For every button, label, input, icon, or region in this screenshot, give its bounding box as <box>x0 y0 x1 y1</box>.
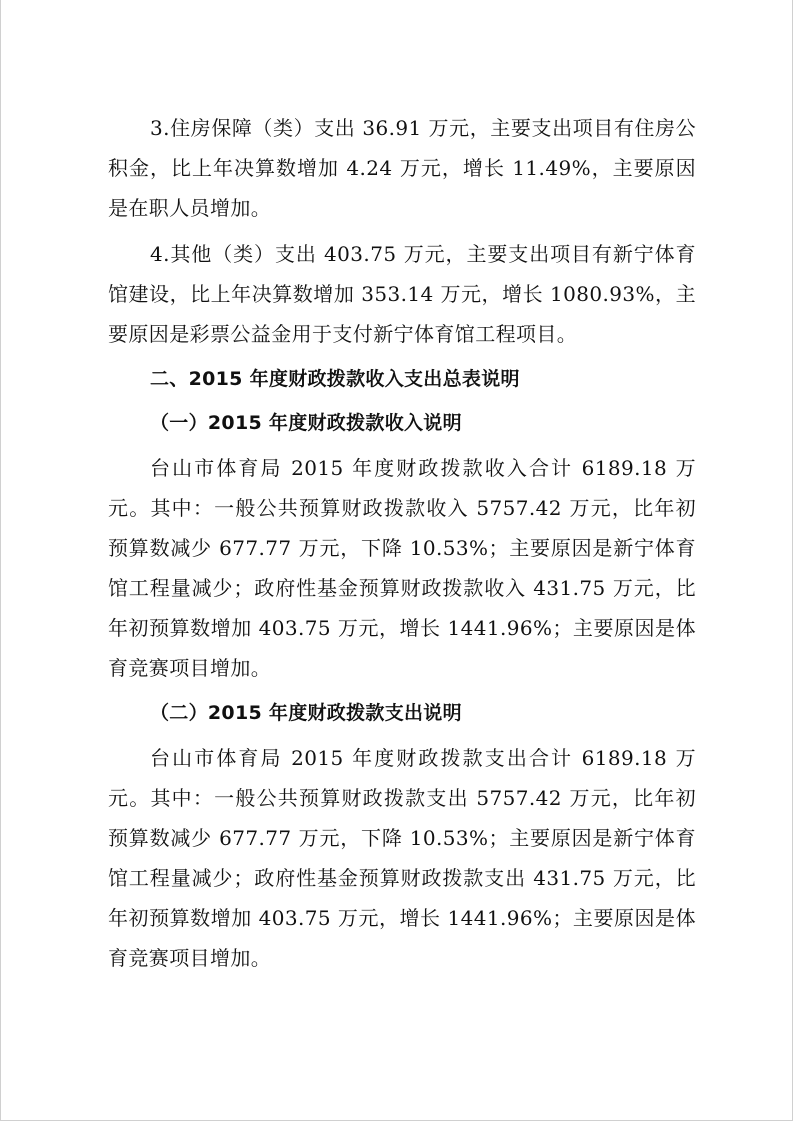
document-body <box>108 108 696 984</box>
paragraph-income-description: 台山市体育局 2015 年度财政拨款收入合计 6189.18 万元。其中：一般公共预算财政拨款收入 5757.42 万元，比年初预算数减少 677.77 万元，下降 10.53%；主要原因是新宁体育馆工程量减少；政府性基金预算财政拨款收入 431.75 万元，比年初预算数增加 403.75 万元，增长 1441.96%；主要原因是体育竞赛项目增加。 <box>108 456 696 680</box>
subsection-heading-income: （一）2015 年度财政拨款收入说明 <box>150 412 462 434</box>
paragraph-housing-expenditure: 3.住房保障（类）支出 36.91 万元，主要支出项目有住房公积金，比上年决算数增加 4.24 万元，增长 11.49%，主要原因是在职人员增加。 <box>108 116 696 220</box>
subsection-heading-expenditure: （二）2015 年度财政拨款支出说明 <box>150 702 462 724</box>
section-heading-2: 二、2015 年度财政拨款收入支出总表说明 <box>150 368 520 390</box>
paragraph-expenditure-description: 台山市体育局 2015 年度财政拨款支出合计 6189.18 万元。其中：一般公共预算财政拨款支出 5757.42 万元，比年初预算数减少 677.77 万元，下降 10.53%；主要原因是新宁体育馆工程量减少；政府性基金预算财政拨款支出 431.75 万元，比年初预算数增加 403.75 万元，增长 1441.96%；主要原因是体育竞赛项目增加。 <box>108 746 696 970</box>
paragraph-other-expenditure: 4.其他（类）支出 403.75 万元，主要支出项目有新宁体育馆建设，比上年决算数增加 353.14 万元，增长 1080.93%，主要原因是彩票公益金用于支付新宁体育馆工程项目。 <box>108 242 696 346</box>
